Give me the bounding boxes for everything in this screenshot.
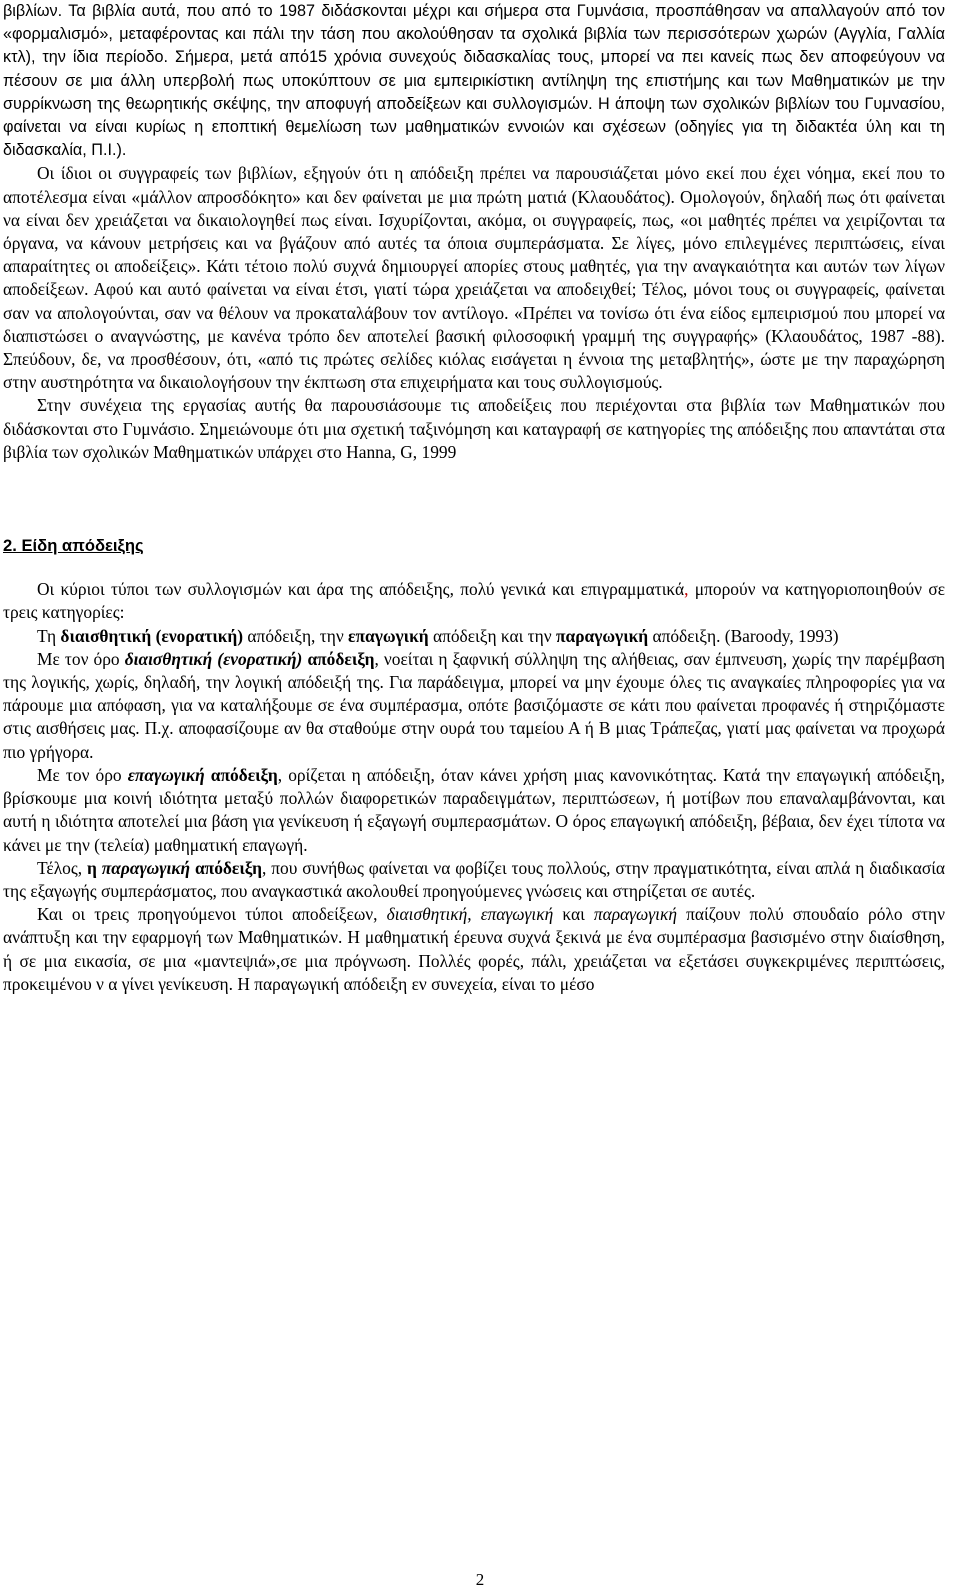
bold-term: απόδειξη <box>204 764 278 785</box>
text-span: , που συνήθως φαίνεται να φοβίζει τους πολλούς, στην πραγματικότητα, είναι απλά η διαδικασία της εξαγωγής συμπεράσματος, που αναγκαστικά ακολουθεί προηγούμενες γνώσεις και στηρίζεται σε αυτές. <box>3 857 945 901</box>
text-span: Οι ίδιοι οι συγγραφείς των βιβλίων, εξηγούν ότι η απόδειξη πρέπει να παρουσιάζεται μόνο εκεί που έχει νόημα, εκεί που το αποτέλεσμα είναι «μάλλον απροσδόκητο» και δεν φαίνεται με μια πρώτη ματιά (Κλαουδάτος). Ομολογούν, δηλαδή πως ότι φαίνεται να είναι δεν χρειάζεται να δικαιολογηθεί πως είναι. Ισχυρίζονται, ακόμα, οι συγγραφείς, πως, «οι μαθητές πρέπει να χειρίζονται τα όργανα, να κάνουν μετρήσεις και να βγάζουν από αυτές τα όποια συμπεράσματα. Σε λίγες, μόνο επιλεγμένες περιπτώσεις, είναι απαραίτητες οι αποδείξεις». Κάτι τέτοιο πολύ συχνά δημιουργεί απορίες στους μαθητές, για την αναγκαιότητα και αυτών των λίγων αποδείξεων. Αφού και αυτό φαίνεται να είναι έτσι, γιατί τώρα χρειάζεται να αποδειχθεί; Τέλος, μόνοι τους οι συγγραφείς, φαίνεται σαν να απολογούνται, σαν να θέλουν να προκαταλάβουν τον αντίλογο. «Πρέπει να τονίσω ότι ένα είδος εμπειρισμού που μπορεί να διαπιστώσει ο αναγνώστης, με κανένα τρόπο δεν αποτελεί βασική φιλοσοφική γραμμή της συγγραφής» (Κλαουδάτος, 1987 -88). Σπεύδουν, δε, να προσθέσουν, ότι, «από τις πρώτες σελίδες κιόλας εισάγεται η έννοια της μεταβλητής», ώστε με την παραχώρηση στην αυστηρότητα να δικαιολογήσουν την έκπτωση στα επιχειρήματα και τους συλλογισμούς. <box>3 163 945 393</box>
italic-term: διαισθητική, επαγωγική <box>386 904 554 925</box>
bold-italic-term: διαισθητική (ενορατική) <box>124 648 303 669</box>
bold-term: επαγωγική <box>348 625 429 646</box>
spacer <box>3 557 945 578</box>
text-span: μπορούν να κατηγοριοποιηθούν σε τρεις κατηγορίες: <box>3 579 945 623</box>
paragraph-intuitive <box>3 648 945 764</box>
paragraph-summary <box>3 903 945 996</box>
paragraph-types-intro <box>3 578 945 624</box>
italic-term: παραγωγική <box>593 904 677 925</box>
spacer <box>3 464 945 534</box>
paragraph-deductive <box>3 857 945 903</box>
text-span: βιβλίων. Τα βιβλία αυτά, που από το 1987 διδάσκονται μέχρι και σήμερα στα Γυμνάσια, προσπάθησαν να απαλλαγούν από τον «φορμαλισμό», μεταφέροντας και πάλι την τάση που ακολούθησαν τα σχολικά βιβλία των περισσότερων χωρών (Αγγλία, Γαλλία κτλ), την ίδια περίοδο. Σήμερα, μετά από15 χρόνια συνεχούς διδασκαλίας τους, μπορεί να πει κανείς πως δεν αποφεύγουν να πέσουν σε μια άλλη υπερβολή πως υποκύπτουν σε μια εμπειρικίστικη αντίληψη της επιστήμης και των Μαθηματικών με την συρρίκνωση της θεωρητικής σκέψης, την αποφυγή αποδείξεων και συλλογισμών. Η άποψη των σχολικών βιβλίων του Γυμνασίου, φαίνεται να είναι κυρίως η εποπτική θεμελίωση των μαθηματικών εννοιών και σχέσεων (οδηγίες για τη διδακτέα ύλη και τη διδασκαλία, Π.Ι.). <box>3 2 945 160</box>
bold-term: παραγωγική <box>555 625 649 646</box>
text-span: Με τον όρο <box>37 764 128 785</box>
red-comma: , <box>684 579 689 600</box>
paragraph-types-list <box>3 625 945 648</box>
body-text <box>3 0 945 996</box>
text-span: Στην συνέχεια της εργασίας αυτής θα παρουσιάσουμε τις αποδείξεις που περιέχονται στα βιβλία των Μαθηματικών που διδάσκονται στο Γυμνάσιο. Σημειώνουμε ότι μια σχετική ταξινόμηση και καταγραφή σε κατηγορίες της απόδειξης που απαντάται στα βιβλία των σχολικών Μαθηματικών υπάρχει στο Hanna, G, 1999 <box>3 395 945 462</box>
paragraph-inductive <box>3 764 945 857</box>
paragraph-authors <box>3 162 945 394</box>
text-span: , νοείται η ξαφνική σύλληψη της αλήθειας, σαν έμπνευση, χωρίς την παρέμβαση της λογικής, χωρίς, δηλαδή, την λογική απόδειξή της. Για παράδειγμα, μπορεί να μην έχουμε όλες τις αναγκαίες πληροφορίες για να πάρουμε μια απόφαση, για να καταλήξουμε σε ένα συμπέρασμα, οπότε βασιζόμαστε σε κάτι που φαίνεται προφανές ή στηριζόμαστε στις αισθήσεις μας. Π.χ. αποφασίζουμε αν θα σταθούμε στην ουρά του ταμείου Α ή Β μιας Τράπεζας, γιατί μας φαίνεται να προχωρά πιο γρήγορα. <box>3 648 945 762</box>
text-span: παίζουν πολύ σπουδαίο ρόλο στην ανάπτυξη και την εφαρμογή των Μαθηματικών. Η μαθηματική έρευνα συχνά ξεκινά με ένα συμπέρασμα βασισμένο στην διαίσθηση, ή σε μια εικασία, σε μια «μαντεψιά»,σε μια πρόγνωση. Πολλές φορές, πάλι, χρειάζεται να εξετάσει συγκεκριμένες περιπτώσεις, προκειμένου ν α γίνει γενίκευση. Η παραγωγική απόδειξη εν συνεχεία, είναι το μέσο <box>3 904 945 994</box>
bold-term: η <box>86 857 102 878</box>
bold-term: απόδειξη <box>190 857 263 878</box>
paragraph-intro <box>3 0 945 162</box>
bold-italic-term: παραγωγική <box>101 857 191 878</box>
text-span: , ορίζεται η απόδειξη, όταν κάνει χρήση μιας κανονικότητας. Κατά την επαγωγική απόδειξη, βρίσκουμε μια κοινή ιδιότητα μεταξύ πολλών διαφορετικών παραδειγμάτων, περιπτώσεων, ή μοτίβων που επαναλαμβάνονται, και αυτή η ιδιότητα αποτελεί μια βάση για γενίκευση ή εξαγωγή συμπερασμάτων. Ο όρος επαγωγική απόδειξη, βέβαια, δεν έχει τίποτα να κάνει με την (τελεία) μαθηματική επαγωγή. <box>3 764 945 855</box>
text-span: Τη <box>37 625 61 646</box>
text-span: και <box>553 904 594 925</box>
bold-term: διαισθητική (ενορατική) <box>60 625 244 646</box>
text-span: απόδειξη, την <box>243 625 349 646</box>
text-span: Με τον όρο <box>37 648 125 669</box>
text-span: απόδειξη και την <box>428 625 556 646</box>
heading-text: 2. Είδη απόδειξης <box>3 536 144 556</box>
text-span: απόδειξη. (Baroody, 1993) <box>648 625 839 646</box>
text-span: Οι κύριοι τύποι των συλλογισμών και άρα της απόδειξης, πολύ γενικά και επιγραμματικά <box>37 579 685 600</box>
paragraph-continuation <box>3 394 945 464</box>
text-span: Και οι τρεις προηγούμενοι τύποι αποδείξεων, <box>37 904 387 925</box>
section-heading <box>3 534 945 557</box>
text-span: Τέλος, <box>37 857 87 878</box>
bold-italic-term: επαγωγική <box>127 764 205 785</box>
page-number: 2 <box>475 1570 485 1589</box>
bold-term: απόδειξη <box>302 648 375 669</box>
